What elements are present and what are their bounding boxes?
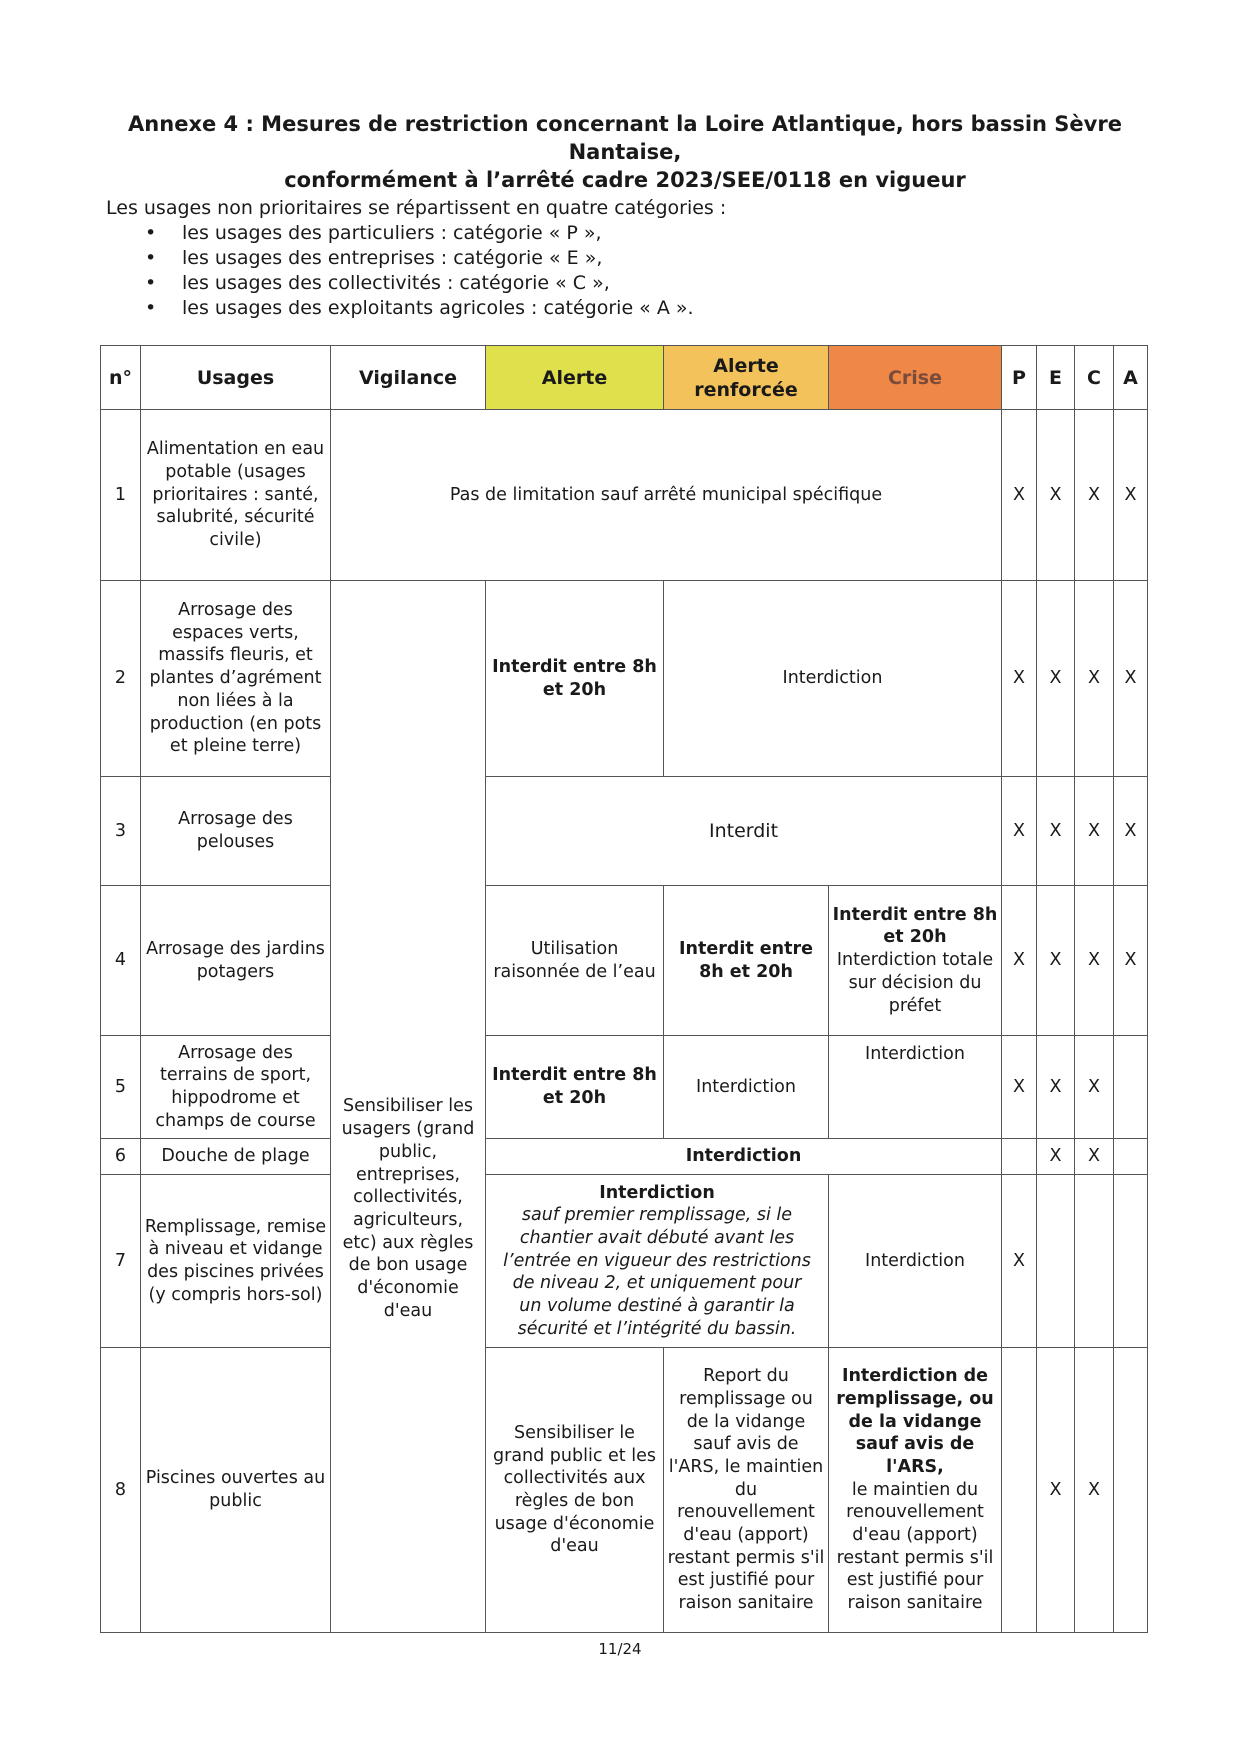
header-alerte-renforcee: Alerte renforcée <box>664 346 829 410</box>
mark-c: X <box>1075 581 1114 777</box>
mark-a: X <box>1114 410 1148 581</box>
mark-a <box>1114 1036 1148 1139</box>
intro-section <box>106 196 1106 321</box>
mark-a <box>1114 1348 1148 1633</box>
table-row <box>101 1139 1148 1175</box>
alerte-cell: Interdit entre 8h et 20h <box>486 1036 664 1139</box>
row-number: 8 <box>101 1348 141 1633</box>
page-number: 11/24 <box>598 1640 642 1658</box>
row-number: 2 <box>101 581 141 777</box>
row-number: 5 <box>101 1036 141 1139</box>
mark-c: X <box>1075 886 1114 1036</box>
usage-cell: Arrosage des terrains de sport, hippodrome et champs de course <box>141 1036 331 1139</box>
mark-c: X <box>1075 777 1114 886</box>
crise-cell: Interdiction de remplissage, ou de la vidange sauf avis de l'ARS, le maintien du renouvellement d'eau (apport) restant permis s'il est justifié pour raison sanitaire <box>829 1348 1002 1633</box>
table-row <box>101 410 1148 581</box>
header-p: P <box>1002 346 1037 410</box>
mark-a: X <box>1114 581 1148 777</box>
table-row <box>101 886 1148 1036</box>
alerte-renforcee-cell: Interdiction sauf premier remplissage, si le chantier avait débuté avant les l’entrée en vigueur des restrictions de niveau 2, et uniquement pour un volume destiné à garantir la sécurité et l’intégrité du bassin. <box>486 1175 829 1348</box>
alerte-cell: Interdit entre 8h et 20h <box>486 581 664 777</box>
list-item <box>145 296 1106 321</box>
header-usages: Usages <box>141 346 331 410</box>
mark-c: X <box>1075 1139 1114 1175</box>
mark-e: X <box>1037 886 1075 1036</box>
crise-cell: Interdiction <box>829 1175 1002 1348</box>
mark-a <box>1114 1175 1148 1348</box>
page-title <box>95 110 1155 194</box>
bullet-icon: • <box>145 222 157 244</box>
measure-cell: Interdit <box>486 777 1002 886</box>
intro-lead: Les usages non prioritaires se répartissent en quatre catégories : <box>106 197 727 219</box>
title-line-1: Annexe 4 : Mesures de restriction concernant la Loire Atlantique, hors bassin Sèvre Nantaise, <box>128 112 1122 164</box>
header-c: C <box>1075 346 1114 410</box>
usage-cell: Arrosage des espaces verts, massifs fleuris, et plantes d’agrément non liées à la production (en pots et pleine terre) <box>141 581 331 777</box>
title-line-2: conformément à l’arrêté cadre 2023/SEE/0118 en vigueur <box>284 168 966 192</box>
renforcee-crise-cell: Interdiction <box>664 581 1002 777</box>
list-item-text: les usages des collectivités : catégorie « C », <box>182 272 610 294</box>
list-item <box>145 221 1106 246</box>
bullet-icon: • <box>145 272 157 294</box>
usage-cell: Douche de plage <box>141 1139 331 1175</box>
mark-c: X <box>1075 1348 1114 1633</box>
row-number: 3 <box>101 777 141 886</box>
table-row <box>101 1175 1148 1348</box>
measure-cell: Interdiction <box>486 1139 1002 1175</box>
mark-c <box>1075 1175 1114 1348</box>
renforcee-cell: Interdit entre 8h et 20h <box>664 886 829 1036</box>
header-vigilance: Vigilance <box>331 346 486 410</box>
usage-cell: Alimentation en eau potable (usages prioritaires : santé, salubrité, sécurité civile) <box>141 410 331 581</box>
table-row <box>101 581 1148 777</box>
row-number: 4 <box>101 886 141 1036</box>
mark-e: X <box>1037 410 1075 581</box>
mark-e: X <box>1037 1139 1075 1175</box>
header-e: E <box>1037 346 1075 410</box>
restrictions-table <box>100 345 1148 1633</box>
list-item <box>145 246 1106 271</box>
crise-cell: Interdit entre 8h et 20h Interdiction totale sur décision du préfet <box>829 886 1002 1036</box>
row-number: 1 <box>101 410 141 581</box>
row-number: 6 <box>101 1139 141 1175</box>
renforcee-cell: Report du remplissage ou de la vidange sauf avis de l'ARS, le maintien du renouvellement d'eau (apport) restant permis s'il est justifié pour raison sanitaire <box>664 1348 829 1633</box>
mark-c: X <box>1075 410 1114 581</box>
alerte-cell: Utilisation raisonnée de l’eau <box>486 886 664 1036</box>
mark-e: X <box>1037 1036 1075 1139</box>
mark-c: X <box>1075 1036 1114 1139</box>
usage-cell: Arrosage des jardins potagers <box>141 886 331 1036</box>
mark-e <box>1037 1175 1075 1348</box>
renforcee-cell: Interdiction <box>664 1036 829 1139</box>
mark-p: X <box>1002 410 1037 581</box>
header-crise: Crise <box>829 346 1002 410</box>
mark-e: X <box>1037 777 1075 886</box>
list-item-text: les usages des exploitants agricoles : catégorie « A ». <box>182 297 694 319</box>
bullet-icon: • <box>145 297 157 319</box>
mark-a: X <box>1114 777 1148 886</box>
usage-cell: Remplissage, remise à niveau et vidange des piscines privées (y compris hors-sol) <box>141 1175 331 1348</box>
mark-p: X <box>1002 581 1037 777</box>
mark-a: X <box>1114 886 1148 1036</box>
bullet-icon: • <box>145 247 157 269</box>
usage-cell: Piscines ouvertes au public <box>141 1348 331 1633</box>
category-list <box>106 221 1106 321</box>
usage-cell: Arrosage des pelouses <box>141 777 331 886</box>
mark-p: X <box>1002 886 1037 1036</box>
mark-p: X <box>1002 1036 1037 1139</box>
table-row <box>101 777 1148 886</box>
mark-e: X <box>1037 1348 1075 1633</box>
table-header-row <box>101 346 1148 410</box>
mark-e: X <box>1037 581 1075 777</box>
row-number: 7 <box>101 1175 141 1348</box>
crise-cell: Interdiction <box>829 1036 1002 1139</box>
header-no: n° <box>101 346 141 410</box>
list-item-text: les usages des entreprises : catégorie « E », <box>182 247 603 269</box>
table-row <box>101 1036 1148 1139</box>
list-item <box>145 271 1106 296</box>
mark-p: X <box>1002 1175 1037 1348</box>
header-a: A <box>1114 346 1148 410</box>
mark-a <box>1114 1139 1148 1175</box>
alerte-cell: Sensibiliser le grand public et les collectivités aux règles de bon usage d'économie d'eau <box>486 1348 664 1633</box>
vigilance-cell: Sensibiliser les usagers (grand public, entreprises, collectivités, agriculteurs, etc) aux règles de bon usage d'économie d'eau <box>331 581 486 1633</box>
header-alerte: Alerte <box>486 346 664 410</box>
measure-cell: Pas de limitation sauf arrêté municipal spécifique <box>331 410 1002 581</box>
mark-p: X <box>1002 777 1037 886</box>
mark-p <box>1002 1348 1037 1633</box>
table-row <box>101 1348 1148 1633</box>
mark-p <box>1002 1139 1037 1175</box>
list-item-text: les usages des particuliers : catégorie « P », <box>182 222 602 244</box>
